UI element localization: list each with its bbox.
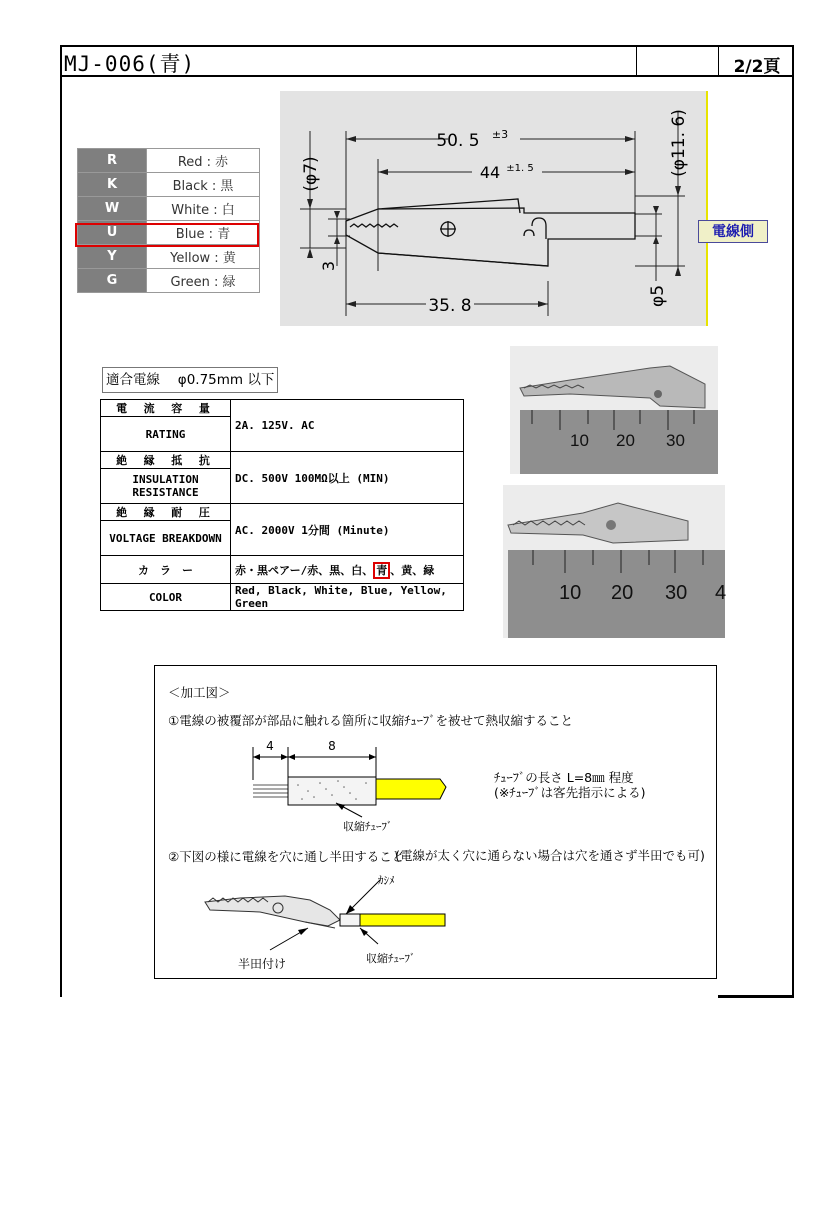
spec-row [101,584,464,611]
color-name: White : 白 [147,197,260,221]
color-value-pre: 赤・黒ペアー/赤、黒、白、 [235,563,374,577]
dim-3: 3 [319,260,338,272]
clip-drawing [280,91,706,326]
color-label-en: COLOR [101,584,231,611]
rating-value: 2A. 125V. AC [231,400,464,452]
solder-label: 半田付け [238,957,287,971]
color-row [78,173,260,197]
wire-side-label: 電線側 [698,220,768,243]
product-photo [510,346,718,474]
dim-jaw: 35. 8 [428,296,472,316]
color-code: Y [78,245,147,269]
kashime-label: ｶｼﾒ [378,874,395,887]
color-row [78,245,260,269]
color-value-en: Red, Black, White, Blue, Yellow, Green [231,584,464,611]
color-name: Yellow : 黄 [147,245,260,269]
dim-phi11-6: (φ11. 6) [669,109,689,177]
processing-title: ＜加工図＞ [168,685,231,700]
dimension-drawing [280,91,708,326]
color-label-jp: カ ラ ー [101,556,231,584]
ruler-label: 20 [616,431,635,450]
color-row [78,149,260,173]
dim-b: 8 [328,739,336,753]
spec-row [101,400,464,417]
tube-length-note: ﾁｭｰﾌﾞの長さ L=8㎜ 程度 [494,770,634,785]
spec-label [101,504,231,521]
tube-instruction-note: (※ﾁｭｰﾌﾞは客先指示による) [494,785,646,800]
spec-row [101,504,464,521]
color-code: K [78,173,147,197]
selected-color-highlight [75,223,259,247]
frame-border-right [792,77,794,997]
dim-body: 44 [479,163,501,182]
insulation-label-jp: 絶 縁 抵 抗 [116,454,215,467]
spec-row [101,452,464,469]
header-divider [636,45,637,77]
dim-phi7: (φ7) [301,156,321,192]
rating-label-en: RATING [101,417,231,452]
color-row [78,197,260,221]
color-code-table [77,148,260,293]
voltage-value: AC. 2000V 1分間 (Minute) [231,504,464,556]
color-value-jp [231,556,464,584]
applicable-wire-size: 適合電線 φ0.75mm 以下 [102,367,278,393]
dim-total: 50. 5 [436,131,480,151]
dim-body-tolerance: ±1. 5 [506,163,534,174]
processing-step-1: ①電線の被覆部が部品に触れる箇所に収縮ﾁｭｰﾌﾞを被せて熱収縮すること [168,713,573,728]
color-value-post: 、黄、緑 [390,563,435,577]
dim-a: 4 [266,739,274,753]
color-code: G [78,269,147,293]
processing-step-2-note: (電線が太く穴に通らない場合は穴を通さず半田でも可) [395,848,705,863]
photo-clip-ruler [510,346,718,474]
tube-note [494,770,645,800]
color-value-highlight: 青 [373,562,390,579]
color-name: Green : 緑 [147,269,260,293]
voltage-label-en: VOLTAGE BREAKDOWN [101,521,231,556]
photo-clip-ruler [503,485,725,638]
product-photo [503,485,725,638]
frame-border-bottom [718,995,794,998]
rating-label-jp: 電 流 容 量 [116,402,215,415]
color-code: R [78,149,147,173]
color-name: Blue : 青 [147,221,260,245]
color-code: U [78,221,147,245]
header-divider [718,45,719,77]
spec-table [100,399,464,611]
processing-step-2: ②下図の様に電線を穴に通し半田すること [168,849,405,864]
dim-phi5: φ5 [648,284,668,308]
insulation-label-en: INSULATION RESISTANCE [101,469,231,504]
tube-label: 収縮ﾁｭｰﾌﾞ [366,952,416,965]
color-name: Black : 黒 [147,173,260,197]
spec-row [101,556,464,584]
color-code: W [78,197,147,221]
spec-label [101,452,231,469]
voltage-label-jp: 絶 縁 耐 圧 [116,506,215,519]
ruler-label: 10 [570,431,589,450]
ruler-label: 30 [666,431,685,450]
insulation-value: DC. 500V 100MΩ以上 (MIN) [231,452,464,504]
dim-total-tolerance: ±3 [491,128,509,141]
document-title: MJ-006(青) [64,52,196,76]
tube-label: 収縮ﾁｭｰﾌﾞ [343,820,393,833]
color-name: Red : 赤 [147,149,260,173]
ruler-label: 10 [559,582,582,604]
color-row [78,269,260,293]
frame-border-left [60,77,62,997]
ruler-label: 4 [715,582,727,604]
page-number: 2/2頁 [733,57,781,77]
spec-label [101,400,231,417]
ruler-label: 30 [665,582,688,604]
ruler-label: 20 [611,582,634,604]
